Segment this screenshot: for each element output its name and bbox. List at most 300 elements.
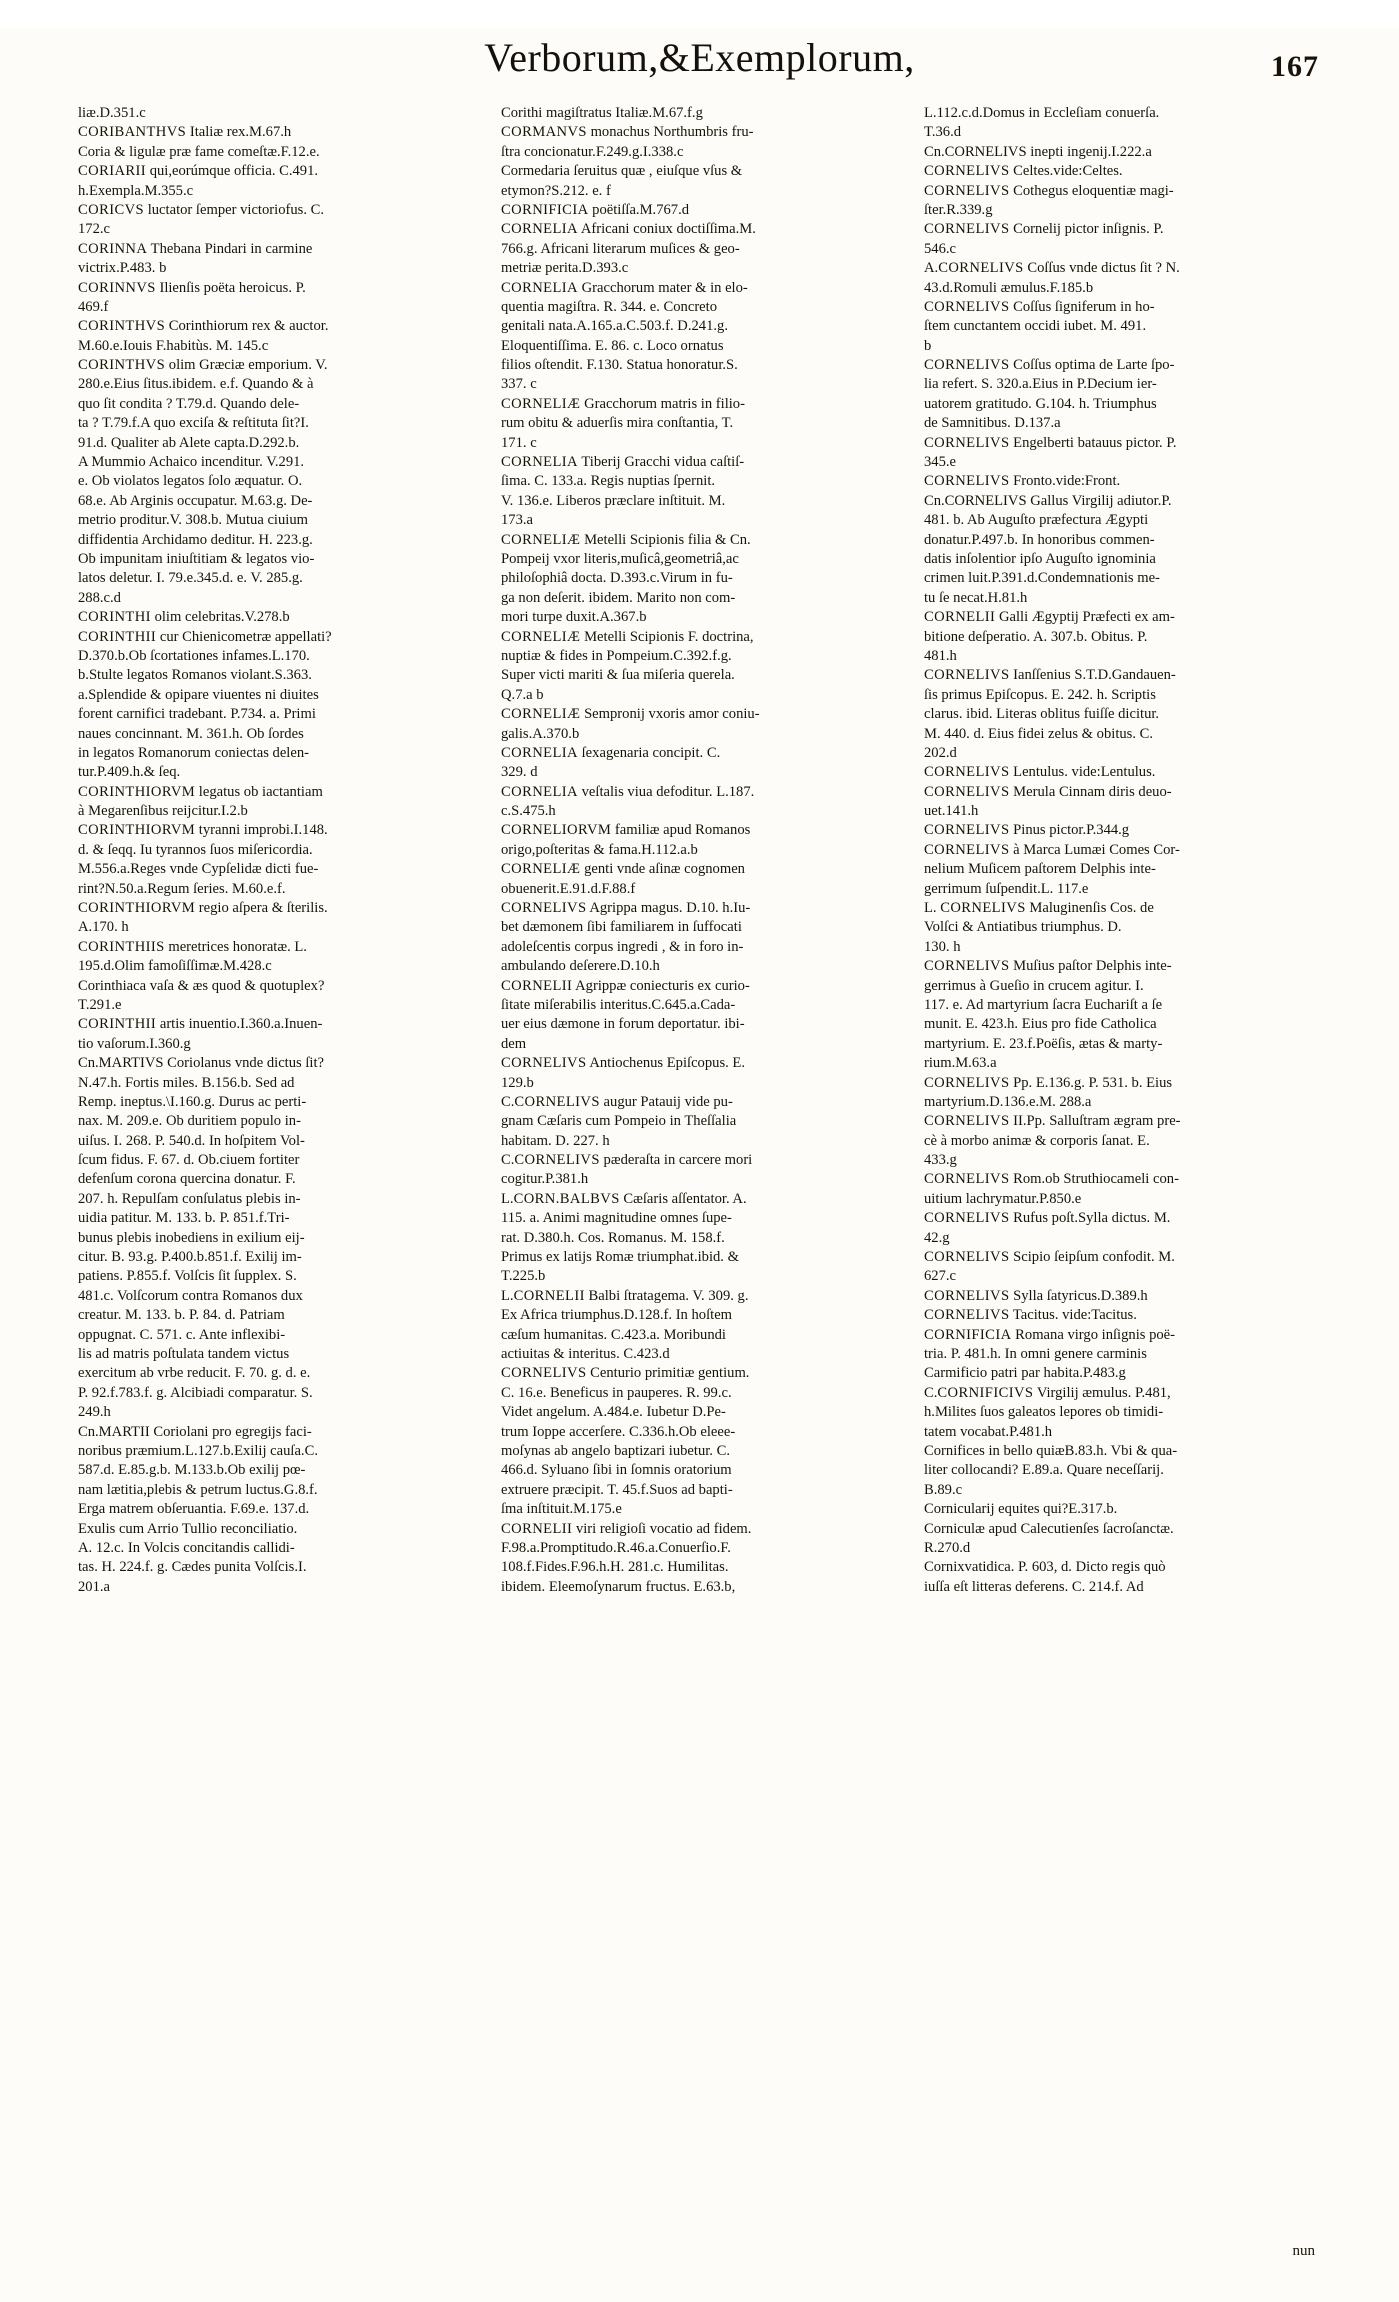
index-line: galis.A.370.b <box>501 725 580 742</box>
headword: CORINTHIORVM <box>78 900 196 917</box>
headword: CORNELIORVM <box>501 822 612 839</box>
index-line: Cn.MARTII Coriolani pro egregijs faci- <box>78 1423 312 1440</box>
index-line: de Samnitibus. D.137.a <box>924 415 1061 432</box>
index-line: 587.d. E.85.g.b. M.133.b.Ob exilij pœ- <box>78 1462 306 1479</box>
index-line: CORINTHIORVM regio aſpera & ſterilis. <box>78 900 328 917</box>
headword: CORNELIVS <box>514 1152 600 1169</box>
headword: CORNELIVS <box>924 473 1010 490</box>
index-line: CORNELIA Gracchorum mater & in elo- <box>501 279 748 296</box>
headword: CORNELIVS <box>501 1055 587 1072</box>
folio-number: 167 <box>1271 50 1319 83</box>
headword: CORNELIVS <box>514 1093 600 1110</box>
index-line: 337. c <box>501 376 537 393</box>
index-line: 195.d.Olim famoſiſſimæ.M.428.c <box>78 958 272 975</box>
index-line: CORNELIVS Tacitus. vide:Tacitus. <box>924 1307 1137 1324</box>
index-line: gnam Cæſaris cum Pompeio in Theſſalia <box>501 1113 737 1130</box>
index-line: Remp. ineptus.\I.160.g. Durus ac perti- <box>78 1093 307 1110</box>
index-line: Exulis cum Arrio Tullio reconciliatio. <box>78 1520 298 1537</box>
index-line: CORNELIVS II.Pp. Salluſtram ægram pre- <box>924 1113 1181 1130</box>
headword: CORN.BALBVS <box>513 1190 620 1207</box>
index-line: à Megarenſibus reijcitur.I.2.b <box>78 803 248 820</box>
index-line: CORNELIVS Engelberti batauus pictor. P. <box>924 434 1177 451</box>
index-line: 129.b <box>501 1074 534 1091</box>
index-line: ſcum fidus. F. 67. d. Ob.ciuem fortiter <box>78 1152 300 1169</box>
index-line: T.225.b <box>501 1268 546 1285</box>
headword: CORNELIVS <box>924 1287 1010 1304</box>
headword: CORNELIA <box>501 783 578 800</box>
index-line: F.98.a.Promptitudo.R.46.a.Conuerſio.F. <box>501 1539 731 1556</box>
index-line: CORNELIVS Merula Cinnam diris deuo- <box>924 783 1172 800</box>
index-line: b.Stulte legatos Romanos violant.S.363. <box>78 667 312 684</box>
index-line: CORNELIÆ Gracchorum matris in filio- <box>501 395 745 412</box>
headword: CORNELII <box>924 609 996 626</box>
index-line: CORINTHVS Corinthiorum rex & auctor. <box>78 318 329 335</box>
index-line: ambulando deſerere.D.10.h <box>501 958 660 975</box>
index-line: 42.g <box>924 1229 950 1246</box>
index-line: nelium Muſicem paſtorem Delphis inte- <box>924 861 1156 878</box>
index-line: h.Exempla.M.355.c <box>78 182 194 199</box>
index-line: CORINTHII artis inuentio.I.360.a.Inuen- <box>78 1016 323 1033</box>
headword: CORNELIVS <box>924 958 1010 975</box>
index-line: latos deletur. I. 79.e.345.d. e. V. 285.g. <box>78 570 303 587</box>
index-line: C.CORNIFICIVS Virgilij æmulus. P.481, <box>924 1384 1171 1401</box>
index-line: CORNELIA ſexagenaria concipit. C. <box>501 744 721 761</box>
index-line: martyrium. E. 23.f.Poëſis, ætas & marty- <box>924 1035 1163 1052</box>
headword: CORINTHIORVM <box>78 822 196 839</box>
index-line: CORNELII viri religioſi vocatio ad fidem. <box>501 1520 752 1537</box>
index-line: uet.141.h <box>924 803 979 820</box>
headword: CORICVS <box>78 201 145 218</box>
index-line: 345.e <box>924 454 957 471</box>
index-line: 68.e. Ab Arginis occupatur. M.63.g. De- <box>78 492 313 509</box>
index-line: Carmificio patri par habita.P.483.g <box>924 1365 1126 1382</box>
index-line: L.CORNELII Balbi ſtratagema. V. 309. g. <box>501 1287 749 1304</box>
index-line: CORNIFICIA Romana virgo inſignis poë- <box>924 1326 1176 1343</box>
index-line: ga non deſerit. ibidem. Marito non com- <box>501 589 736 606</box>
index-line: obuenerit.E.91.d.F.88.f <box>501 880 636 897</box>
headword: CORNELIVS <box>924 1249 1010 1266</box>
column-right <box>924 104 1321 2184</box>
headword: CORINTHII <box>78 628 157 645</box>
index-line: CORINTHIIS meretrices honoratæ. L. <box>78 938 307 955</box>
index-line: patiens. P.855.f. Volſcis ſit ſupplex. S. <box>78 1268 297 1285</box>
index-line: C. 16.e. Beneficus in pauperes. R. 99.c. <box>501 1384 732 1401</box>
book-page <box>0 28 1399 2302</box>
index-line: CORNELIVS Centurio primitiæ gentium. <box>501 1365 750 1382</box>
index-line: citur. B. 93.g. P.400.b.851.f. Exilij im- <box>78 1249 302 1266</box>
index-line: CORNELIVS Pinus pictor.P.344.g <box>924 822 1130 839</box>
headword: CORMANVS <box>501 124 587 141</box>
index-line: Ex Africa triumphus.D.128.f. In hoſtem <box>501 1307 733 1324</box>
index-line: ſis primus Epiſcopus. E. 242. h. Scriptis <box>924 686 1156 703</box>
index-line: CORNELIA Tiberij Gracchi vidua caſtiſ- <box>501 454 745 471</box>
column-left <box>78 104 475 2184</box>
page-title: Verborum,&Exemplorum, <box>484 35 915 80</box>
index-line: philoſophiâ docta. D.393.c.Virum in fu- <box>501 570 733 587</box>
index-line: CORINNA Thebana Pindari in carmine <box>78 240 313 257</box>
index-line: M. 440. d. Eius fidei zelus & obitus. C. <box>924 725 1154 742</box>
index-line: C.CORNELIVS augur Patauij vide pu- <box>501 1093 733 1110</box>
index-line: cè à morbo animæ & corporis ſanat. E. <box>924 1132 1150 1149</box>
catchword: nun <box>1292 2243 1315 2259</box>
index-line: M.60.e.Iouis F.habitùs. M. 145.c <box>78 337 269 354</box>
index-line: CORINTHIORVM tyranni improbi.I.148. <box>78 822 328 839</box>
index-line: CORINTHII cur Chienicometræ appellati? <box>78 628 332 645</box>
index-line: b <box>924 337 932 354</box>
index-line: CORNELIVS Celtes.vide:Celtes. <box>924 163 1123 180</box>
headword: CORNIFICIA <box>924 1326 1012 1343</box>
index-line: CORNELIVS Cothegus eloquentiæ magi- <box>924 182 1174 199</box>
index-line: CORNELIÆ Metelli Scipionis F. doctrina, <box>501 628 754 645</box>
index-line: CORINNVS Ilienſis poëta heroicus. P. <box>78 279 306 296</box>
index-line: B.89.c <box>924 1481 963 1498</box>
headword: CORNELIVS <box>501 900 587 917</box>
index-line: 130. h <box>924 938 961 955</box>
index-line: Cn.CORNELIVS inepti ingenij.I.222.a <box>924 143 1152 160</box>
index-line: tatem vocabat.P.481.h <box>924 1423 1053 1440</box>
index-line: rint?N.50.a.Regum ſeries. M.60.e.f. <box>78 880 286 897</box>
index-line: CORNELIVS Sylla ſatyricus.D.389.h <box>924 1287 1148 1304</box>
index-line: 466.d. Syluano ſibi in ſomnis oratorium <box>501 1462 732 1479</box>
index-line: tu ſe necat.H.81.h <box>924 589 1028 606</box>
index-line: habitam. D. 227. h <box>501 1132 610 1149</box>
headword: CORIARII <box>78 163 147 180</box>
index-line: CORIBANTHVS Italiæ rex.M.67.h <box>78 124 292 141</box>
index-line: tur.P.409.h.& ſeq. <box>78 764 181 781</box>
index-line: Volſci & Antiatibus triumphus. D. <box>924 919 1122 936</box>
headword: CORINTHVS <box>78 357 166 374</box>
index-line: genitali nata.A.165.a.C.503.f. D.241.g. <box>501 318 728 335</box>
index-line: uiſus. I. 268. P. 540.d. In hoſpitem Vol- <box>78 1132 305 1149</box>
headword: CORNELIVS <box>924 1074 1010 1091</box>
index-line: CORNELIVS Ianſſenius S.T.D.Gandauen- <box>924 667 1176 684</box>
index-line: metriæ perita.D.393.c <box>501 260 629 277</box>
index-line: forent carnifici tradebant. P.734. a. Primi <box>78 706 316 723</box>
headword: CORNELIVS <box>924 221 1010 238</box>
headword: CORNELIÆ <box>501 706 581 723</box>
headword: CORINNA <box>78 240 148 257</box>
index-line: A.CORNELIVS Coſſus vnde dictus ſit ? N. <box>924 260 1180 277</box>
index-line: origo,poſteritas & fama.H.112.a.b <box>501 841 698 858</box>
headword: CORNELIA <box>501 454 578 471</box>
index-line: iuſſa eſt litteras deferens. C. 214.f. Ad <box>924 1578 1144 1595</box>
headword: CORNELIA <box>501 744 578 761</box>
index-line: 288.c.d <box>78 589 121 606</box>
index-line: ſtra concionatur.F.249.g.I.338.c <box>501 143 684 160</box>
headword: CORNELIVS <box>924 357 1010 374</box>
index-line: ſter.R.339.g <box>924 201 993 218</box>
index-line: CORINTHVS olim Græciæ emporium. V. <box>78 357 328 374</box>
index-line: tas. H. 224.f. g. Cædes punita Volſcis.I. <box>78 1559 307 1576</box>
index-line: diffidentia Archidamo deditur. H. 223.g. <box>78 531 313 548</box>
index-line: exercitum ab vrbe reducit. F. 70. g. d. e. <box>78 1365 311 1382</box>
index-line: Corniculæ apud Calecutienſes ſacroſanctæ. <box>924 1520 1174 1537</box>
index-line: quo ſit condita ? T.79.d. Quando dele- <box>78 395 300 412</box>
headword: CORINTHIIS <box>78 938 165 955</box>
index-line: Ob impunitam iniuſtitiam & legatos vio- <box>78 550 315 567</box>
index-line: Cornifices in bello quiæB.83.h. Vbi & qua- <box>924 1442 1178 1459</box>
index-line: 172.c <box>78 221 111 238</box>
index-line: 481.c. Volſcorum contra Romanos dux <box>78 1287 303 1304</box>
index-line: creatur. M. 133. b. P. 84. d. Patriam <box>78 1307 285 1324</box>
index-line: datis inſolentior ipſo Auguſto ignominia <box>924 550 1156 567</box>
index-line: filios oſtendit. F.130. Statua honoratur.S. <box>501 357 738 374</box>
index-line: quentia magiſtra. R. 344. e. Concreto <box>501 298 718 315</box>
index-line: ta ? T.79.f.A quo exciſa & reſtituta ſit?I. <box>78 415 309 432</box>
index-line: 43.d.Romuli æmulus.F.185.b <box>924 279 1094 296</box>
index-line: CORNELIVS Rufus poſt.Sylla dictus. M. <box>924 1210 1171 1227</box>
index-line: lis ad matris poſtulata tandem victus <box>78 1346 290 1362</box>
index-line: CORICVS luctator ſemper victoriofus. C. <box>78 201 325 218</box>
index-line: CORNELII Galli Ægyptij Præfecti ex am- <box>924 609 1175 626</box>
headword: CORNELII <box>501 977 573 994</box>
headword: CORNELIÆ <box>501 531 581 548</box>
index-line: P. 92.f.783.f. g. Alcibiadi comparatur. S. <box>78 1384 313 1401</box>
index-line: N.47.h. Fortis miles. B.156.b. Sed ad <box>78 1074 295 1091</box>
index-line: 173.a <box>501 512 534 529</box>
index-line: Primus ex latijs Romæ triumphat.ibid. & <box>501 1249 739 1266</box>
headword: CORNELIVS <box>940 900 1026 917</box>
index-line: nuptiæ & fides in Pompeium.C.392.f.g. <box>501 647 732 664</box>
index-line: Super victi mariti & ſua miſeria querela. <box>501 667 735 684</box>
index-line: CORNELIVS Cornelij pictor inſignis. P. <box>924 221 1164 238</box>
index-line: Videt angelum. A.484.e. Iubetur D.Pe- <box>501 1404 726 1421</box>
index-line: dem <box>501 1035 527 1052</box>
index-line: bunus plebis inobediens in exilium eij- <box>78 1229 305 1246</box>
index-line: uatorem gratitudo. G.104. h. Triumphus <box>924 395 1157 412</box>
index-line: moſynas ab angelo baptizari iubetur. C. <box>501 1442 730 1459</box>
index-line: actiuitas & interitus. C.423.d <box>501 1346 670 1362</box>
index-line: CORNELII Agrippæ coniecturis ex curio- <box>501 977 750 994</box>
headword: CORNIFICIVS <box>937 1384 1034 1401</box>
index-line: CORINTHI olim celebritas.V.278.b <box>78 609 290 626</box>
index-line: CORNELIVS Muſius paſtor Delphis inte- <box>924 958 1172 975</box>
index-line: Erga matrem obſeruantia. F.69.e. 137.d. <box>78 1501 310 1518</box>
index-line: mori turpe duxit.A.367.b <box>501 609 647 626</box>
index-line: 481.h <box>924 647 957 664</box>
index-line: h.Milites ſuos galeatos lepores ob timidi- <box>924 1404 1164 1421</box>
index-line: 249.h <box>78 1404 111 1421</box>
headword: CORNELIVS <box>924 434 1010 451</box>
index-line: CORNELIÆ genti vnde aſinæ cognomen <box>501 861 745 878</box>
index-line: 280.e.Eius ſitus.ibidem. e.f. Quando & à <box>78 376 314 393</box>
index-line: CORIARII qui,eorúmque officia. C.491. <box>78 163 319 180</box>
index-line: donatur.P.497.b. In honoribus commen- <box>924 531 1155 548</box>
index-line: gerrimus à Gueſio in crucem agitur. I. <box>924 977 1144 994</box>
index-line: CORNELIVS Agrippa magus. D.10. h.Iu- <box>501 900 751 917</box>
headword: CORNELIVS <box>924 667 1010 684</box>
index-line: ſma inſtituit.M.175.e <box>501 1501 622 1518</box>
headword: CORINTHI <box>78 609 151 626</box>
index-line: Q.7.a b <box>501 686 544 703</box>
index-line: lia refert. S. 320.a.Eius in P.Decium ier- <box>924 376 1157 393</box>
index-line: CORNELIVS Antiochenus Epiſcopus. E. <box>501 1055 745 1072</box>
index-line: D.370.b.Ob ſcortationes infames.L.170. <box>78 647 310 664</box>
index-line: victrix.P.483. b <box>78 260 167 277</box>
index-line: CORNELIORVM familiæ apud Romanos <box>501 822 751 839</box>
index-line: CORNELIVS Lentulus. vide:Lentulus. <box>924 764 1156 781</box>
index-line: Corinthiaca vaſa & æs quod & quotuplex? <box>78 977 325 994</box>
index-line: nam lætitia,plebis & petrum luctus.G.8.f. <box>78 1481 318 1498</box>
headword: CORNELII <box>513 1287 585 1304</box>
index-line: in legatos Romanorum coniectas delen- <box>78 744 309 761</box>
index-line: 481. b. Ab Auguſto præfectura Ægypti <box>924 512 1149 529</box>
index-line: ſima. C. 133.a. Regis nuptias ſpernit. <box>501 473 716 490</box>
index-line: e. Ob violatos legatos ſolo æquatur. O. <box>78 473 303 490</box>
index-line: a.Splendide & opipare viuentes ni diuites <box>78 686 319 703</box>
headword: CORNELIVS <box>924 1210 1010 1227</box>
index-line: bitione deſperatio. A. 307.b. Obitus. P. <box>924 628 1148 645</box>
index-line: CORMANVS monachus Northumbris fru- <box>501 124 754 141</box>
index-line: A. 12.c. In Volcis concitandis callidi- <box>78 1539 295 1556</box>
headword: CORNELIVS <box>924 163 1010 180</box>
index-line: oppugnat. C. 571. c. Ante inflexibi- <box>78 1326 286 1343</box>
index-line: 117. e. Ad martyrium ſacra Euchariſt a ſe <box>924 996 1163 1013</box>
headword: CORINTHVS <box>78 318 166 335</box>
index-line: CORNELIA veſtalis viua defoditur. L.187. <box>501 783 755 800</box>
index-line: 627.c <box>924 1268 957 1285</box>
index-line: Cornixvatidica. P. 603, d. Dicto regis quò <box>924 1559 1166 1576</box>
index-line: C.CORNELIVS pæderaſta in carcere mori <box>501 1152 753 1169</box>
index-line: M.556.a.Reges vnde Cypſelidæ dicti fue- <box>78 861 319 878</box>
headword: CORNELIVS <box>924 783 1010 800</box>
text-columns <box>0 104 1399 2184</box>
index-line: naues concinnant. M. 361.h. Ob ſordes <box>78 725 304 742</box>
index-line: c.S.475.h <box>501 803 556 820</box>
headword: CORNELIÆ <box>501 395 581 412</box>
index-line: uitium lachrymatur.P.850.e <box>924 1190 1082 1207</box>
headword: CORNELIVS <box>924 1171 1010 1188</box>
index-line: Cn.MARTIVS Coriolanus vnde dictus ſit? <box>78 1055 324 1072</box>
index-line: 115. a. Animi magnitudine omnes ſupe- <box>501 1210 732 1227</box>
headword: CORNELIÆ <box>501 628 581 645</box>
index-line: Pompeij vxor literis,muſicâ,geometriâ,ac <box>501 550 739 567</box>
index-line: CORINTHIORVM legatus ob iactantiam <box>78 783 323 800</box>
headword: CORNIFICIA <box>501 201 589 218</box>
headword: CORNELIA <box>501 279 578 296</box>
index-line: adoleſcentis corpus ingredi , & in foro in- <box>501 938 744 955</box>
index-line: etymon?S.212. e. f <box>501 182 611 199</box>
index-line: CORNELIÆ Sempronij vxoris amor coniu- <box>501 706 760 723</box>
index-line: Eloquentiſſima. E. 86. c. Loco ornatus <box>501 337 724 354</box>
index-line: martyrium.D.136.e.M. 288.a <box>924 1093 1092 1110</box>
index-line: V. 136.e. Liberos præclare inſtituit. M. <box>501 492 726 509</box>
index-line: L.112.c.d.Domus in Eccleſiam conuerſa. <box>924 105 1160 121</box>
index-line: rium.M.63.a <box>924 1055 997 1072</box>
headword: CORNELIVS <box>924 841 1010 858</box>
index-line: nax. M. 209.e. Ob duritiem populo in- <box>78 1113 301 1130</box>
index-line: 201.a <box>78 1578 111 1595</box>
index-line: gerrimum ſuſpendit.L. 117.e <box>924 880 1089 897</box>
index-line: Corithi magiſtratus Italiæ.M.67.f.g <box>501 105 703 121</box>
index-line: 546.c <box>924 240 957 257</box>
index-line: CORNELIVS Coſſus optima de Larte ſpo- <box>924 357 1175 374</box>
index-line: A Mummio Achaico incenditur. V.291. <box>78 454 305 471</box>
index-line: CORNELIVS Pp. E.136.g. P. 531. b. Eius <box>924 1074 1173 1091</box>
index-line: 202.d <box>924 744 957 761</box>
headword: CORNELIVS <box>924 298 1010 315</box>
index-line: 329. d <box>501 764 538 781</box>
index-line: Cornicularij equites qui?E.317.b. <box>924 1501 1118 1518</box>
headword: CORIBANTHVS <box>78 124 187 141</box>
index-line: CORNELIVS Coſſus ſigniferum in ho- <box>924 298 1155 315</box>
index-line: 433.g <box>924 1152 957 1169</box>
index-line: d. & ſeqq. Iu tyrannos ſuos miſericordia. <box>78 841 313 858</box>
index-line: tria. P. 481.h. In omni genere carminis <box>924 1346 1147 1362</box>
index-line: T.36.d <box>924 124 962 141</box>
index-line: CORNELIA Africani coniux doctiſſima.M. <box>501 221 756 238</box>
index-line: trum Ioppe accerſere. C.336.h.Ob eleee- <box>501 1423 736 1440</box>
headword: CORNELIVS <box>924 1307 1010 1324</box>
headword: CORINTHIORVM <box>78 783 196 800</box>
index-line: CORNIFICIA poëtiſſa.M.767.d <box>501 201 690 218</box>
index-line: T.291.e <box>78 996 122 1013</box>
index-line: noribus præmium.L.127.b.Exilij cauſa.C. <box>78 1442 318 1459</box>
index-line: CORNELIVS Scipio ſeipſum confodit. M. <box>924 1249 1175 1266</box>
index-line: extruere præcipit. T. 45.f.Suos ad bapti- <box>501 1481 733 1498</box>
index-line: Coria & ligulæ præ fame comeſtæ.F.12.e. <box>78 143 320 160</box>
index-line: rum obitu & aduerſis mira conſtantia, T. <box>501 415 734 432</box>
index-line: 766.g. Africani literarum muſices & geo- <box>501 240 740 257</box>
index-line: defenſum corona quercina donatur. F. <box>78 1171 296 1188</box>
index-line: crimen luit.P.391.d.Condemnationis me- <box>924 570 1160 587</box>
index-line: L.CORN.BALBVS Cæſaris aſſentator. A. <box>501 1190 747 1207</box>
headword: CORNELIA <box>501 221 578 238</box>
index-line: cogitur.P.381.h <box>501 1171 589 1188</box>
index-line: 207. h. Repulſam conſulatus plebis in- <box>78 1190 301 1207</box>
headword: CORNELIVS <box>924 764 1010 781</box>
headword: CORNELIVS <box>924 822 1010 839</box>
headword: CORINNVS <box>78 279 156 296</box>
index-line: L. CORNELIVS Maluginenſis Cos. de <box>924 900 1154 917</box>
index-line: R.270.d <box>924 1539 971 1556</box>
headword: CORNELIVS <box>924 1113 1010 1130</box>
index-line: liæ.D.351.c <box>78 105 146 121</box>
headword: CORNELIÆ <box>501 861 581 878</box>
index-line: clarus. ibid. Literas oblitus fuiſſe dicitur. <box>924 706 1160 723</box>
index-line: metrio proditur.V. 308.b. Mutua ciuium <box>78 512 308 529</box>
index-line: uer eius dæmone in forum deportatur. ibi- <box>501 1016 745 1033</box>
index-line: A.170. h <box>78 919 129 936</box>
headword: CORINTHII <box>78 1016 157 1033</box>
index-line: 469.f <box>78 298 109 315</box>
index-line: ſitate miſerabilis interitus.C.645.a.Cada- <box>501 996 736 1013</box>
headword: CORNELIVS <box>501 1365 587 1382</box>
index-line: 108.f.Fides.F.96.h.H. 281.c. Humilitas. <box>501 1559 729 1576</box>
index-line: rat. D.380.h. Cos. Romanus. M. 158.f. <box>501 1229 725 1246</box>
index-line: Cn.CORNELIVS Gallus Virgilij adiutor.P. <box>924 492 1172 509</box>
index-line: CORNELIVS Rom.ob Struthiocameli con- <box>924 1171 1179 1188</box>
headword: CORNELIVS <box>924 182 1010 199</box>
index-line: munit. E. 423.h. Eius pro fide Catholica <box>924 1016 1157 1033</box>
index-line: CORNELIVS Fronto.vide:Front. <box>924 473 1121 490</box>
index-line: uidia patitur. M. 133. b. P. 851.f.Tri- <box>78 1210 290 1227</box>
column-center <box>501 104 898 2184</box>
index-line: CORNELIÆ Metelli Scipionis filia & Cn. <box>501 531 751 548</box>
page-header <box>0 28 1399 98</box>
headword: CORNELII <box>501 1520 573 1537</box>
headword: CORNELIVS <box>938 260 1024 277</box>
index-line: tio vaſorum.I.360.g <box>78 1035 191 1052</box>
index-line: ibidem. Eleemoſynarum fructus. E.63.b, <box>501 1578 736 1595</box>
index-line: cæſum humanitas. C.423.a. Moribundi <box>501 1326 726 1343</box>
index-line: ſtem cunctantem occidi iubet. M. 491. <box>924 318 1147 335</box>
index-line: 171. c <box>501 434 537 451</box>
index-line: liter collocandi? E.89.a. Quare neceſſarij. <box>924 1462 1164 1479</box>
index-line: bet dæmonem ſibi familiarem in ſuffocati <box>501 919 742 936</box>
index-line: CORNELIVS à Marca Lumæi Comes Cor- <box>924 841 1180 858</box>
index-line: Cormedaria ſeruitus quæ , eiuſque vſus & <box>501 163 743 180</box>
